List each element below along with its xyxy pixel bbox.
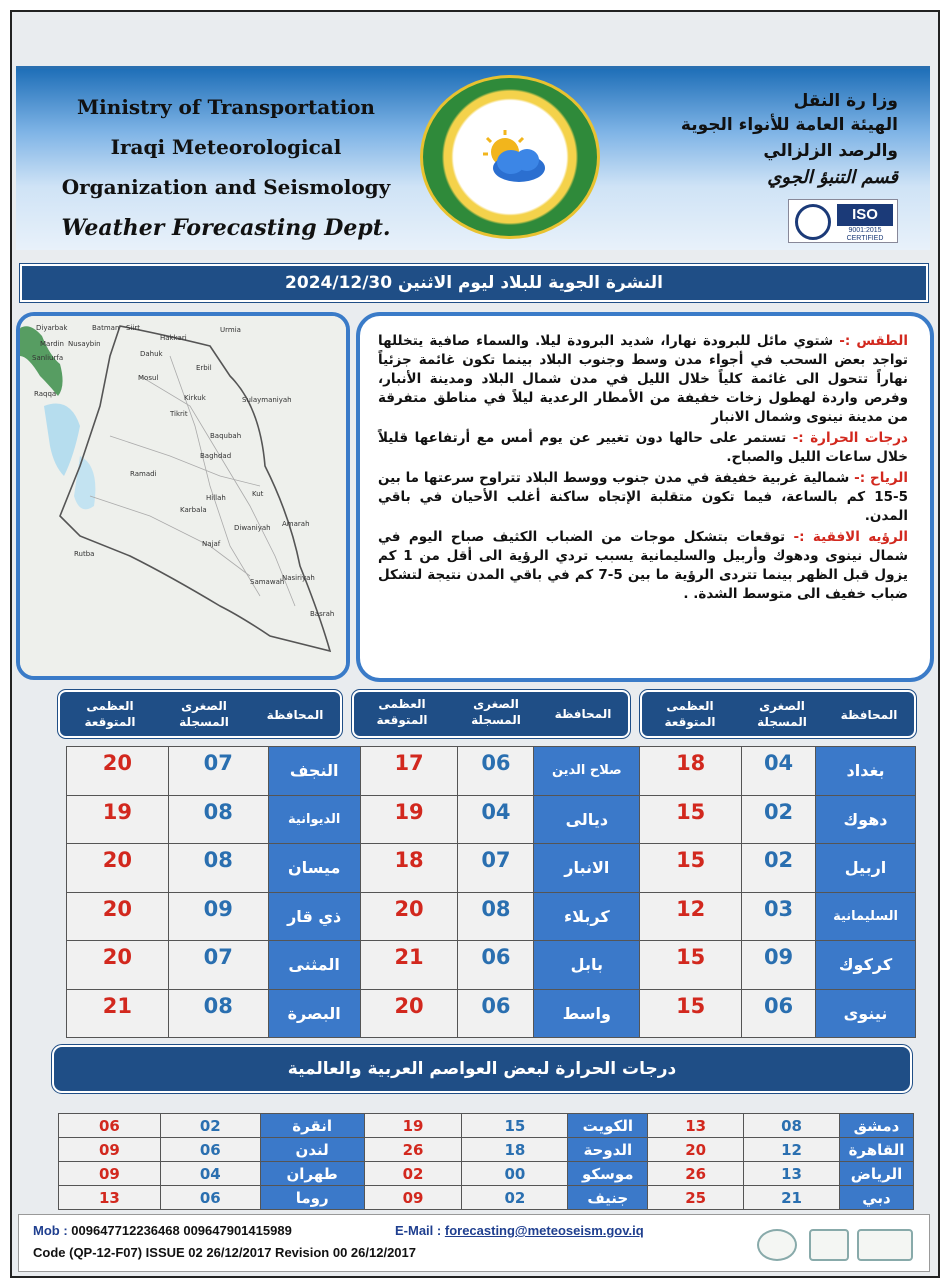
forecast-wind	[378, 469, 908, 526]
provinces-temperature-table	[66, 746, 916, 1038]
province-name: بابل	[534, 941, 640, 990]
organization-name-en-1: Iraqi Meteorological	[110, 135, 342, 159]
email-link[interactable]: forecasting@meteoseism.gov.iq	[444, 1223, 644, 1238]
province-name: الديوانية	[268, 795, 360, 844]
header-banner	[16, 66, 930, 250]
max-temp: 20	[360, 892, 458, 941]
max-temp: 18	[360, 844, 458, 893]
footer-logo-icon	[857, 1229, 913, 1261]
capital-min-temp: 06	[160, 1186, 260, 1210]
document-code: Code (QP-12-F07) ISSUE 02 26/12/2017 Revision 00 26/12/2017	[33, 1245, 416, 1260]
table-row	[67, 844, 916, 893]
province-name: كربلاء	[534, 892, 640, 941]
max-temp: 20	[67, 747, 169, 796]
capital-name: طهران	[260, 1162, 364, 1186]
map-city-label: Mosul	[138, 374, 159, 382]
capital-min-temp: 08	[744, 1114, 840, 1138]
capital-max-temp: 09	[59, 1162, 161, 1186]
capitals-temperature-table	[58, 1113, 914, 1210]
province-name: اربيل	[816, 844, 916, 893]
table-row	[67, 892, 916, 941]
map-city-label: Diwaniyah	[234, 524, 271, 532]
capital-max-temp: 09	[59, 1138, 161, 1162]
email-label: E-Mail :	[395, 1223, 442, 1238]
min-temp: 08	[168, 989, 268, 1038]
capital-name: الكويت	[568, 1114, 648, 1138]
mob-numbers: 009647712236468 009647901415989	[71, 1223, 292, 1238]
capital-name: الدوحة	[568, 1138, 648, 1162]
max-temp: 15	[640, 941, 742, 990]
province-name: كركوك	[816, 941, 916, 990]
max-temp: 18	[640, 747, 742, 796]
map-city-label: Ramadi	[130, 470, 157, 478]
capital-name: موسكو	[568, 1162, 648, 1186]
capital-max-temp: 06	[59, 1114, 161, 1138]
province-name: ميسان	[268, 844, 360, 893]
min-temp: 06	[458, 941, 534, 990]
min-temp: 04	[742, 747, 816, 796]
min-temp: 06	[458, 747, 534, 796]
map-city-label: Diyarbak	[36, 324, 68, 332]
map-city-label: Nusaybin	[68, 340, 101, 348]
max-temp: 20	[360, 989, 458, 1038]
column-header-min: الصغرى المسجلة	[471, 697, 521, 727]
table-header-group	[640, 690, 916, 738]
max-temp: 21	[360, 941, 458, 990]
capital-max-temp: 19	[364, 1114, 462, 1138]
min-temp: 08	[458, 892, 534, 941]
column-header-max: العظمى المتوقعة	[664, 699, 716, 729]
map-city-label: Najaf	[202, 540, 221, 548]
capital-max-temp: 26	[364, 1138, 462, 1162]
min-temp: 06	[742, 989, 816, 1038]
map-city-label: Nasiriyah	[282, 574, 315, 582]
mob-label: Mob :	[33, 1223, 68, 1238]
min-temp: 03	[742, 892, 816, 941]
capital-name: لندن	[260, 1138, 364, 1162]
mobile-numbers	[33, 1223, 292, 1238]
map-city-label: Siirt	[126, 324, 140, 332]
province-name: السليمانية	[816, 892, 916, 941]
capital-min-temp: 02	[160, 1114, 260, 1138]
max-temp: 19	[360, 795, 458, 844]
min-temp: 07	[458, 844, 534, 893]
organization-name-ar-2: والرصد الزلزالي	[763, 141, 898, 161]
column-header-min: الصغرى المسجلة	[757, 699, 807, 729]
footer	[18, 1214, 930, 1272]
map-city-label: Raqqa	[34, 390, 57, 398]
capitals-title: درجات الحرارة لبعض العواصم العربية والعالمية	[52, 1045, 912, 1093]
capital-min-temp: 13	[744, 1162, 840, 1186]
map-city-label: Urmia	[220, 326, 241, 334]
capital-max-temp: 09	[364, 1186, 462, 1210]
forecast-visibility-text: توقعات بتشكل موجات من الضباب الكثيف صباح اليوم في شمال نينوى ودهوك وأربيل والسليمانية يسبب تردي الرؤية الى أقل من 1 كم يزول قبل الظهر بينما تتردى الرؤية ما بين 5-7 كم في باقي المدن نتيجة لتشكل ضباب خفيف الى متوسط الشدة. .	[378, 529, 908, 602]
capital-min-temp: 02	[462, 1186, 568, 1210]
capital-min-temp: 04	[160, 1162, 260, 1186]
capital-name: الرياض	[839, 1162, 913, 1186]
iso-badge	[788, 199, 898, 243]
iso-check-icon	[795, 204, 831, 240]
map-city-label: Kut	[252, 490, 264, 498]
capital-name: انقرة	[260, 1114, 364, 1138]
max-temp: 12	[640, 892, 742, 941]
map-city-label: Tikrit	[170, 410, 188, 418]
column-header-province: المحافظة	[840, 708, 898, 722]
capital-name: القاهرة	[839, 1138, 913, 1162]
table-header-group	[352, 690, 630, 738]
map-city-label: Hillah	[206, 494, 226, 502]
forecast-weather	[378, 332, 908, 427]
forecast-text-panel	[356, 312, 934, 682]
forecast-wind-text: شمالية غربية خفيفة في مدن جنوب ووسط البلاد تتراوح سرعتها ما بين 5-15 كم بالساعة، فيما تكون متقلبة الإتجاه ساكنة أغلب الأحيان في باقي المدن.	[378, 470, 908, 524]
min-temp: 07	[168, 747, 268, 796]
map-city-label: Samawah	[250, 578, 285, 586]
min-temp: 09	[742, 941, 816, 990]
forecast-visibility	[378, 528, 908, 604]
table-row	[59, 1138, 914, 1162]
max-temp: 15	[640, 989, 742, 1038]
capital-max-temp: 13	[648, 1114, 744, 1138]
min-temp: 06	[458, 989, 534, 1038]
capital-min-temp: 15	[462, 1114, 568, 1138]
table-row	[59, 1162, 914, 1186]
province-name: صلاح الدين	[534, 747, 640, 796]
map-city-label: Amarah	[282, 520, 310, 528]
forecast-temperature-text: تستمر على حالها دون تغيير عن يوم أمس مع أرتفاعها قليلاً خلال ساعات الليل والصباح.	[378, 430, 908, 465]
capital-min-temp: 21	[744, 1186, 840, 1210]
capital-min-temp: 18	[462, 1138, 568, 1162]
bulletin-date-title: النشرة الجوية للبلاد ليوم الاثنين 2024/12/30	[20, 264, 928, 302]
max-temp: 20	[67, 844, 169, 893]
capital-max-temp: 25	[648, 1186, 744, 1210]
table-row	[67, 941, 916, 990]
min-temp: 08	[168, 844, 268, 893]
footer-logo-icon	[757, 1229, 797, 1261]
map-city-label: Karbala	[180, 506, 207, 514]
province-name: بغداد	[816, 747, 916, 796]
min-temp: 02	[742, 844, 816, 893]
province-name: ديالى	[534, 795, 640, 844]
map-canvas	[20, 316, 346, 676]
forecast-wind-label: الرياح :-	[854, 470, 908, 486]
capital-name: روما	[260, 1186, 364, 1210]
max-temp: 21	[67, 989, 169, 1038]
max-temp: 15	[640, 844, 742, 893]
map-city-label: Erbil	[196, 364, 212, 372]
map-city-label: Batman	[92, 324, 120, 332]
min-temp: 07	[168, 941, 268, 990]
map-city-label: Baqubah	[210, 432, 242, 440]
email-block	[395, 1223, 644, 1238]
min-temp: 02	[742, 795, 816, 844]
max-temp: 20	[67, 941, 169, 990]
max-temp: 15	[640, 795, 742, 844]
iso-label: ISO	[837, 204, 893, 226]
map-city-label: Baghdad	[200, 452, 232, 460]
province-name: الانبار	[534, 844, 640, 893]
capital-max-temp: 13	[59, 1186, 161, 1210]
table-header-group	[58, 690, 342, 738]
department-name-en: Weather Forecasting Dept.	[61, 215, 391, 241]
organization-name-ar-1: الهيئة العامة للأنواء الجوية	[680, 115, 898, 135]
province-name: واسط	[534, 989, 640, 1038]
province-name: النجف	[268, 747, 360, 796]
ministry-name-ar: وزا رة النقل	[793, 91, 898, 111]
table-row	[67, 795, 916, 844]
forecast-visibility-label: الرؤيه الافقية :-	[793, 529, 908, 545]
province-name: دهوك	[816, 795, 916, 844]
map-city-label: Sulaymaniyah	[242, 396, 292, 404]
province-name: ذي قار	[268, 892, 360, 941]
department-name-ar: قسم التنبؤ الجوي	[767, 167, 898, 188]
satellite-weather-map	[16, 312, 350, 680]
province-name: المثنى	[268, 941, 360, 990]
min-temp: 08	[168, 795, 268, 844]
capital-max-temp: 26	[648, 1162, 744, 1186]
table-row	[59, 1114, 914, 1138]
map-city-label: Rutba	[74, 550, 95, 558]
column-header-max: العظمى المتوقعة	[376, 697, 428, 727]
min-temp: 09	[168, 892, 268, 941]
forecast-temperature	[378, 429, 908, 467]
max-temp: 19	[67, 795, 169, 844]
capital-min-temp: 12	[744, 1138, 840, 1162]
province-name: البصرة	[268, 989, 360, 1038]
column-header-province: المحافظة	[266, 708, 324, 722]
map-city-label: Hakkari	[160, 334, 187, 342]
max-temp: 17	[360, 747, 458, 796]
footer-logo-icon	[809, 1229, 849, 1261]
organization-name-en-2: Organization and Seismology	[61, 175, 391, 199]
capital-min-temp: 06	[160, 1138, 260, 1162]
map-city-label: Basrah	[310, 610, 335, 618]
table-row	[67, 989, 916, 1038]
map-city-label: Kirkuk	[184, 394, 206, 402]
capital-name: دمشق	[839, 1114, 913, 1138]
column-header-province: المحافظة	[554, 707, 612, 721]
forecast-weather-label: الطقس :-	[839, 333, 908, 349]
organization-logo	[420, 75, 600, 239]
province-name: نينوى	[816, 989, 916, 1038]
map-city-label: Sanliurfa	[32, 354, 64, 362]
map-city-label: Dahuk	[140, 350, 163, 358]
sun-cloud-icon	[475, 126, 551, 190]
table-row	[59, 1186, 914, 1210]
capital-name: دبي	[839, 1186, 913, 1210]
column-header-min: الصغرى المسجلة	[179, 699, 229, 729]
capital-name: جنيف	[568, 1186, 648, 1210]
ministry-name-en: Ministry of Transportation	[77, 95, 375, 119]
min-temp: 04	[458, 795, 534, 844]
table-row	[67, 747, 916, 796]
capital-min-temp: 00	[462, 1162, 568, 1186]
capital-max-temp: 20	[648, 1138, 744, 1162]
forecast-weather-text: شتوي مائل للبرودة نهارا، شديد البرودة ليلا. والسماء صافية يتخللها تواجد بعض السحب في أجواء مدن وسط وجنوب البلاد بينما تكون غائمة جزئياً نهاراً تتحول الى غائمة كلياً خلال الليل في مدن شمال البلاد ومدينة الأنبار، وفرص واردة لهطول زخات خفيفة من الأمطار الرعدية ليلاً في مناطق متفرقة من مدينة نينوى وشمال الانبار	[378, 333, 908, 425]
max-temp: 20	[67, 892, 169, 941]
map-city-label: Mardin	[40, 340, 64, 348]
iso-sublabel: 9001:2015 CERTIFIED	[846, 227, 884, 242]
capital-max-temp: 02	[364, 1162, 462, 1186]
forecast-temperature-label: درجات الحرارة :-	[792, 430, 908, 446]
column-header-max: العظمى المتوقعة	[84, 699, 136, 729]
